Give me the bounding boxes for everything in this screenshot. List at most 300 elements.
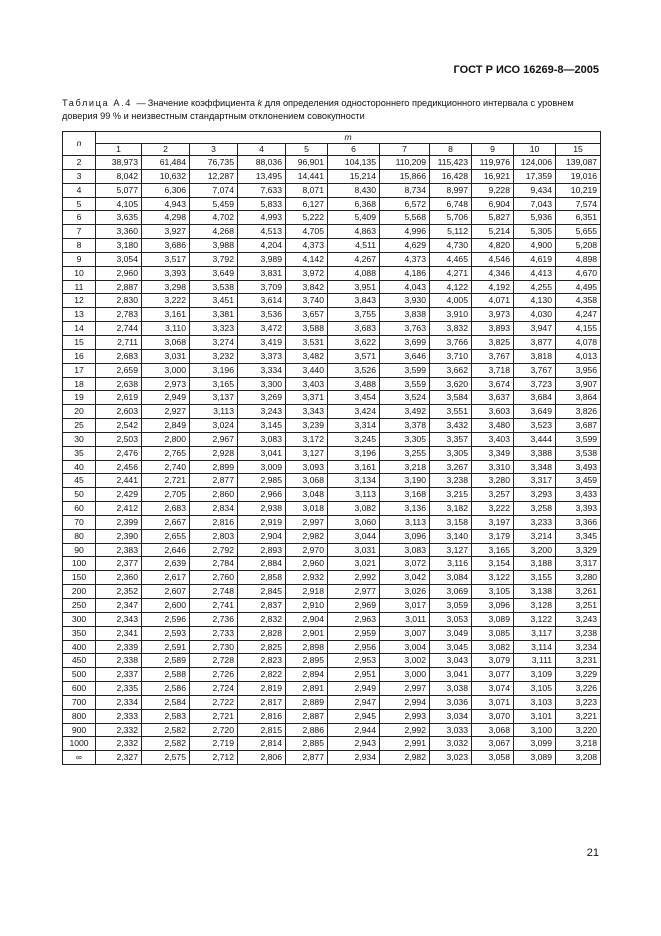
value-cell: 15,866 bbox=[380, 169, 430, 183]
value-cell: 3,134 bbox=[328, 474, 380, 488]
value-cell: 3,393 bbox=[142, 266, 190, 280]
value-cell: 3,068 bbox=[142, 335, 190, 349]
value-cell: 3,767 bbox=[514, 363, 556, 377]
value-cell: 2,928 bbox=[190, 446, 238, 460]
value-cell: 3,155 bbox=[514, 571, 556, 585]
value-cell: 5,936 bbox=[514, 211, 556, 225]
value-cell: 2,816 bbox=[190, 515, 238, 529]
value-cell: 2,893 bbox=[238, 543, 286, 557]
value-cell: 3,089 bbox=[472, 612, 514, 626]
value-cell: 3,274 bbox=[190, 335, 238, 349]
value-cell: 3,222 bbox=[142, 294, 190, 308]
value-cell: 2,860 bbox=[190, 488, 238, 502]
value-cell: 3,973 bbox=[472, 308, 514, 322]
value-cell: 5,305 bbox=[514, 225, 556, 239]
value-cell: 2,390 bbox=[96, 529, 142, 543]
value-cell: 2,720 bbox=[190, 723, 238, 737]
value-cell: 3,646 bbox=[380, 349, 430, 363]
value-cell: 2,726 bbox=[190, 668, 238, 682]
value-cell: 5,112 bbox=[430, 225, 472, 239]
column-header-m-3: 3 bbox=[190, 144, 238, 156]
value-cell: 2,832 bbox=[238, 612, 286, 626]
value-cell: 3,021 bbox=[328, 557, 380, 571]
value-cell: 2,784 bbox=[190, 557, 238, 571]
value-cell: 5,214 bbox=[472, 225, 514, 239]
value-cell: 2,582 bbox=[142, 723, 190, 737]
table-row bbox=[63, 585, 601, 599]
value-cell: 3,818 bbox=[514, 349, 556, 363]
value-cell: 3,060 bbox=[328, 515, 380, 529]
value-cell: 2,884 bbox=[238, 557, 286, 571]
value-cell: 3,221 bbox=[556, 709, 601, 723]
value-cell: 3,109 bbox=[514, 668, 556, 682]
value-cell: 3,298 bbox=[142, 280, 190, 294]
value-cell: 2,332 bbox=[96, 723, 142, 737]
value-cell: 3,004 bbox=[380, 640, 430, 654]
value-cell: 2,997 bbox=[286, 515, 328, 529]
value-cell: 4,155 bbox=[556, 322, 601, 336]
value-cell: 3,077 bbox=[472, 668, 514, 682]
value-cell: 2,667 bbox=[142, 515, 190, 529]
value-cell: 14,441 bbox=[286, 169, 328, 183]
value-cell: 2,722 bbox=[190, 695, 238, 709]
value-cell: 2,817 bbox=[238, 695, 286, 709]
table-row bbox=[63, 225, 601, 239]
value-cell: 3,101 bbox=[514, 709, 556, 723]
value-cell: 6,904 bbox=[472, 197, 514, 211]
table-row bbox=[63, 363, 601, 377]
value-cell: 3,079 bbox=[472, 654, 514, 668]
value-cell: 2,982 bbox=[380, 751, 430, 765]
value-cell: 4,705 bbox=[286, 225, 328, 239]
value-cell: 6,368 bbox=[328, 197, 380, 211]
row-n-cell: 10 bbox=[63, 266, 96, 280]
value-cell: 2,849 bbox=[142, 419, 190, 433]
row-n-cell: 400 bbox=[63, 640, 96, 654]
value-cell: 3,043 bbox=[430, 654, 472, 668]
value-cell: 2,934 bbox=[328, 751, 380, 765]
value-cell: 3,269 bbox=[238, 391, 286, 405]
row-n-cell: 4 bbox=[63, 183, 96, 197]
value-cell: 3,584 bbox=[430, 391, 472, 405]
value-cell: 2,918 bbox=[286, 585, 328, 599]
value-cell: 2,894 bbox=[286, 668, 328, 682]
value-cell: 10,219 bbox=[556, 183, 601, 197]
value-cell: 104,135 bbox=[328, 156, 380, 170]
table-row bbox=[63, 723, 601, 737]
table-row bbox=[63, 183, 601, 197]
value-cell: 4,271 bbox=[430, 266, 472, 280]
value-cell: 3,218 bbox=[556, 737, 601, 751]
row-n-cell: 700 bbox=[63, 695, 96, 709]
value-cell: 3,559 bbox=[380, 377, 430, 391]
value-cell: 2,724 bbox=[190, 682, 238, 696]
value-cell: 3,317 bbox=[514, 474, 556, 488]
value-cell: 2,910 bbox=[286, 599, 328, 613]
caption-text-after: для определения одностороннего предикционного интервала с уровнем доверия 99 % и неизвестным стандартным отклонением совокупности bbox=[62, 98, 574, 121]
value-cell: 3,635 bbox=[96, 211, 142, 225]
value-cell: 3,083 bbox=[238, 432, 286, 446]
value-cell: 3,058 bbox=[472, 751, 514, 765]
value-cell: 3,084 bbox=[430, 571, 472, 585]
value-cell: 3,956 bbox=[556, 363, 601, 377]
value-cell: 2,588 bbox=[142, 668, 190, 682]
value-cell: 3,231 bbox=[556, 654, 601, 668]
value-cell: 3,238 bbox=[430, 474, 472, 488]
row-n-cell: 450 bbox=[63, 654, 96, 668]
value-cell: 3,082 bbox=[328, 502, 380, 516]
value-cell: 4,030 bbox=[514, 308, 556, 322]
table-row bbox=[63, 252, 601, 266]
value-cell: 3,766 bbox=[430, 335, 472, 349]
row-n-cell: 5 bbox=[63, 197, 96, 211]
value-cell: 2,904 bbox=[286, 612, 328, 626]
value-cell: 4,071 bbox=[472, 294, 514, 308]
value-cell: 2,740 bbox=[142, 460, 190, 474]
value-cell: 2,927 bbox=[142, 405, 190, 419]
value-cell: 2,352 bbox=[96, 585, 142, 599]
value-cell: 119,976 bbox=[472, 156, 514, 170]
value-cell: 2,730 bbox=[190, 640, 238, 654]
row-n-cell: 200 bbox=[63, 585, 96, 599]
value-cell: 3,255 bbox=[380, 446, 430, 460]
value-cell: 13,495 bbox=[238, 169, 286, 183]
table-row bbox=[63, 626, 601, 640]
value-cell: 2,949 bbox=[328, 682, 380, 696]
value-cell: 2,728 bbox=[190, 654, 238, 668]
value-cell: 4,943 bbox=[142, 197, 190, 211]
value-cell: 2,891 bbox=[286, 682, 328, 696]
value-cell: 2,334 bbox=[96, 695, 142, 709]
value-cell: 2,943 bbox=[328, 737, 380, 751]
value-cell: 4,373 bbox=[286, 239, 328, 253]
value-cell: 2,744 bbox=[96, 322, 142, 336]
table-row bbox=[63, 682, 601, 696]
value-cell: 3,238 bbox=[556, 626, 601, 640]
value-cell: 3,113 bbox=[190, 405, 238, 419]
value-cell: 3,085 bbox=[472, 626, 514, 640]
value-cell: 3,893 bbox=[472, 322, 514, 336]
value-cell: 4,629 bbox=[380, 239, 430, 253]
table-row bbox=[63, 156, 601, 170]
value-cell: 4,358 bbox=[556, 294, 601, 308]
row-n-cell: 600 bbox=[63, 682, 96, 696]
value-cell: 2,736 bbox=[190, 612, 238, 626]
value-cell: 2,994 bbox=[380, 695, 430, 709]
value-cell: 4,122 bbox=[430, 280, 472, 294]
value-cell: 2,429 bbox=[96, 488, 142, 502]
value-cell: 3,349 bbox=[472, 446, 514, 460]
value-cell: 61,484 bbox=[142, 156, 190, 170]
row-n-cell: 3 bbox=[63, 169, 96, 183]
value-cell: 19,016 bbox=[556, 169, 601, 183]
value-cell: 3,023 bbox=[430, 751, 472, 765]
value-cell: 3,158 bbox=[430, 515, 472, 529]
value-cell: 3,223 bbox=[556, 695, 601, 709]
value-cell: 124,006 bbox=[514, 156, 556, 170]
row-n-cell: 1000 bbox=[63, 737, 96, 751]
value-cell: 4,088 bbox=[328, 266, 380, 280]
value-cell: 2,655 bbox=[142, 529, 190, 543]
value-cell: 3,657 bbox=[286, 308, 328, 322]
value-cell: 2,895 bbox=[286, 654, 328, 668]
value-cell: 3,122 bbox=[514, 612, 556, 626]
value-cell: 3,011 bbox=[380, 612, 430, 626]
value-cell: 3,972 bbox=[286, 266, 328, 280]
value-cell: 3,044 bbox=[328, 529, 380, 543]
value-cell: 4,298 bbox=[142, 211, 190, 225]
row-n-cell: 11 bbox=[63, 280, 96, 294]
value-cell: 2,956 bbox=[328, 640, 380, 654]
value-cell: 3,538 bbox=[556, 446, 601, 460]
value-cell: 3,305 bbox=[380, 432, 430, 446]
value-cell: 3,360 bbox=[96, 225, 142, 239]
value-cell: 2,823 bbox=[238, 654, 286, 668]
value-cell: 6,127 bbox=[286, 197, 328, 211]
value-cell: 2,719 bbox=[190, 737, 238, 751]
value-cell: 3,122 bbox=[472, 571, 514, 585]
value-cell: 2,733 bbox=[190, 626, 238, 640]
value-cell: 3,832 bbox=[430, 322, 472, 336]
row-n-cell: 30 bbox=[63, 432, 96, 446]
value-cell: 2,889 bbox=[286, 695, 328, 709]
value-cell: 10,632 bbox=[142, 169, 190, 183]
value-cell: 3,114 bbox=[514, 640, 556, 654]
value-cell: 3,117 bbox=[514, 626, 556, 640]
value-cell: 3,072 bbox=[380, 557, 430, 571]
value-cell: 4,105 bbox=[96, 197, 142, 211]
value-cell: 3,388 bbox=[514, 446, 556, 460]
value-cell: 4,513 bbox=[238, 225, 286, 239]
value-cell: 3,110 bbox=[142, 322, 190, 336]
value-cell: 3,009 bbox=[238, 460, 286, 474]
value-cell: 2,898 bbox=[286, 640, 328, 654]
row-n-cell: 16 bbox=[63, 349, 96, 363]
value-cell: 3,218 bbox=[380, 460, 430, 474]
value-cell: 3,599 bbox=[556, 432, 601, 446]
value-cell: 3,145 bbox=[238, 419, 286, 433]
value-cell: 2,887 bbox=[96, 280, 142, 294]
value-cell: 3,229 bbox=[556, 668, 601, 682]
value-cell: 3,068 bbox=[472, 723, 514, 737]
value-cell: 3,031 bbox=[328, 543, 380, 557]
table-body bbox=[63, 156, 601, 765]
value-cell: 3,523 bbox=[514, 419, 556, 433]
value-cell: 3,424 bbox=[328, 405, 380, 419]
value-cell: 3,180 bbox=[96, 239, 142, 253]
table-row bbox=[63, 460, 601, 474]
column-header-m-2: 2 bbox=[142, 144, 190, 156]
row-n-cell: 40 bbox=[63, 460, 96, 474]
value-cell: 12,287 bbox=[190, 169, 238, 183]
value-cell: 5,655 bbox=[556, 225, 601, 239]
row-n-cell: ∞ bbox=[63, 751, 96, 765]
table-row bbox=[63, 502, 601, 516]
column-header-m-9: 9 bbox=[472, 144, 514, 156]
row-n-cell: 9 bbox=[63, 252, 96, 266]
value-cell: 4,346 bbox=[472, 266, 514, 280]
row-n-cell: 14 bbox=[63, 322, 96, 336]
value-cell: 3,662 bbox=[430, 363, 472, 377]
value-cell: 3,910 bbox=[430, 308, 472, 322]
value-cell: 3,215 bbox=[430, 488, 472, 502]
table-row bbox=[63, 432, 601, 446]
value-cell: 16,921 bbox=[472, 169, 514, 183]
value-cell: 3,492 bbox=[380, 405, 430, 419]
row-n-cell: 100 bbox=[63, 557, 96, 571]
value-cell: 15,214 bbox=[328, 169, 380, 183]
value-cell: 3,329 bbox=[556, 543, 601, 557]
value-cell: 3,684 bbox=[514, 391, 556, 405]
value-cell: 3,371 bbox=[286, 391, 328, 405]
value-cell: 3,831 bbox=[238, 266, 286, 280]
table-row bbox=[63, 668, 601, 682]
value-cell: 4,495 bbox=[556, 280, 601, 294]
table-row bbox=[63, 377, 601, 391]
value-cell: 5,077 bbox=[96, 183, 142, 197]
header-row-m bbox=[63, 132, 601, 144]
value-cell: 4,192 bbox=[472, 280, 514, 294]
value-cell: 4,996 bbox=[380, 225, 430, 239]
value-cell: 2,991 bbox=[380, 737, 430, 751]
value-cell: 2,803 bbox=[190, 529, 238, 543]
value-cell: 3,588 bbox=[286, 322, 328, 336]
value-cell: 3,002 bbox=[380, 654, 430, 668]
value-cell: 2,659 bbox=[96, 363, 142, 377]
value-cell: 3,054 bbox=[96, 252, 142, 266]
column-header-m-4: 4 bbox=[238, 144, 286, 156]
value-cell: 7,074 bbox=[190, 183, 238, 197]
value-cell: 3,197 bbox=[472, 515, 514, 529]
table-row bbox=[63, 405, 601, 419]
value-cell: 9,228 bbox=[472, 183, 514, 197]
value-cell: 3,136 bbox=[380, 502, 430, 516]
value-cell: 3,451 bbox=[190, 294, 238, 308]
value-cell: 6,572 bbox=[380, 197, 430, 211]
table-row bbox=[63, 308, 601, 322]
value-cell: 2,327 bbox=[96, 751, 142, 765]
value-cell: 2,822 bbox=[238, 668, 286, 682]
value-cell: 3,472 bbox=[238, 322, 286, 336]
value-cell: 3,488 bbox=[328, 377, 380, 391]
value-cell: 2,834 bbox=[190, 502, 238, 516]
value-cell: 6,748 bbox=[430, 197, 472, 211]
value-cell: 3,300 bbox=[238, 377, 286, 391]
value-cell: 3,103 bbox=[514, 695, 556, 709]
value-cell: 3,251 bbox=[556, 599, 601, 613]
value-cell: 3,154 bbox=[472, 557, 514, 571]
value-cell: 2,830 bbox=[96, 294, 142, 308]
value-cell: 3,767 bbox=[472, 349, 514, 363]
table-row bbox=[63, 695, 601, 709]
value-cell: 3,070 bbox=[472, 709, 514, 723]
value-cell: 3,674 bbox=[472, 377, 514, 391]
value-cell: 4,013 bbox=[556, 349, 601, 363]
value-cell: 3,038 bbox=[430, 682, 472, 696]
value-cell: 2,899 bbox=[190, 460, 238, 474]
row-n-cell: 12 bbox=[63, 294, 96, 308]
column-header-m-7: 7 bbox=[380, 144, 430, 156]
value-cell: 3,620 bbox=[430, 377, 472, 391]
value-cell: 2,993 bbox=[380, 709, 430, 723]
value-cell: 3,755 bbox=[328, 308, 380, 322]
value-cell: 3,393 bbox=[556, 502, 601, 516]
table-row bbox=[63, 239, 601, 253]
coefficient-table bbox=[62, 131, 601, 765]
value-cell: 3,843 bbox=[328, 294, 380, 308]
row-n-cell: 15 bbox=[63, 335, 96, 349]
value-cell: 3,007 bbox=[380, 626, 430, 640]
table-label: Таблица А.4 bbox=[62, 98, 132, 108]
row-n-cell: 300 bbox=[63, 612, 96, 626]
value-cell: 3,232 bbox=[190, 349, 238, 363]
value-cell: 3,034 bbox=[430, 709, 472, 723]
value-cell: 3,000 bbox=[142, 363, 190, 377]
table-row bbox=[63, 543, 601, 557]
value-cell: 2,877 bbox=[286, 751, 328, 765]
value-cell: 4,900 bbox=[514, 239, 556, 253]
value-cell: 3,687 bbox=[556, 419, 601, 433]
value-cell: 2,360 bbox=[96, 571, 142, 585]
value-cell: 2,877 bbox=[190, 474, 238, 488]
value-cell: 2,960 bbox=[286, 557, 328, 571]
value-cell: 3,257 bbox=[472, 488, 514, 502]
value-cell: 4,255 bbox=[514, 280, 556, 294]
value-cell: 3,366 bbox=[556, 515, 601, 529]
value-cell: 2,901 bbox=[286, 626, 328, 640]
value-cell: 3,334 bbox=[238, 363, 286, 377]
value-cell: 3,182 bbox=[430, 502, 472, 516]
value-cell: 2,919 bbox=[238, 515, 286, 529]
value-cell: 3,127 bbox=[430, 543, 472, 557]
value-cell: 2,705 bbox=[142, 488, 190, 502]
row-n-cell: 900 bbox=[63, 723, 96, 737]
column-header-m-1: 1 bbox=[96, 144, 142, 156]
row-n-cell: 500 bbox=[63, 668, 96, 682]
value-cell: 2,816 bbox=[238, 709, 286, 723]
value-cell: 7,043 bbox=[514, 197, 556, 211]
value-cell: 3,293 bbox=[514, 488, 556, 502]
value-cell: 3,305 bbox=[430, 446, 472, 460]
value-cell: 7,574 bbox=[556, 197, 601, 211]
value-cell: 2,947 bbox=[328, 695, 380, 709]
value-cell: 3,763 bbox=[380, 322, 430, 336]
value-cell: 4,204 bbox=[238, 239, 286, 253]
caption-k-symbol: k bbox=[257, 98, 263, 108]
value-cell: 4,898 bbox=[556, 252, 601, 266]
value-cell: 2,970 bbox=[286, 543, 328, 557]
table-row bbox=[63, 612, 601, 626]
row-n-cell: 17 bbox=[63, 363, 96, 377]
value-cell: 3,637 bbox=[472, 391, 514, 405]
value-cell: 3,517 bbox=[142, 252, 190, 266]
value-cell: 3,200 bbox=[514, 543, 556, 557]
value-cell: 5,409 bbox=[328, 211, 380, 225]
caption-text-before: Значение коэффициента bbox=[147, 98, 255, 108]
value-cell: 3,018 bbox=[286, 502, 328, 516]
value-cell: 3,526 bbox=[328, 363, 380, 377]
value-cell: 2,575 bbox=[142, 751, 190, 765]
value-cell: 2,858 bbox=[238, 571, 286, 585]
value-cell: 2,343 bbox=[96, 612, 142, 626]
value-cell: 3,214 bbox=[514, 529, 556, 543]
value-cell: 2,951 bbox=[328, 668, 380, 682]
row-n-cell: 18 bbox=[63, 377, 96, 391]
value-cell: 2,814 bbox=[238, 737, 286, 751]
value-cell: 4,619 bbox=[514, 252, 556, 266]
value-cell: 3,433 bbox=[556, 488, 601, 502]
value-cell: 2,347 bbox=[96, 599, 142, 613]
